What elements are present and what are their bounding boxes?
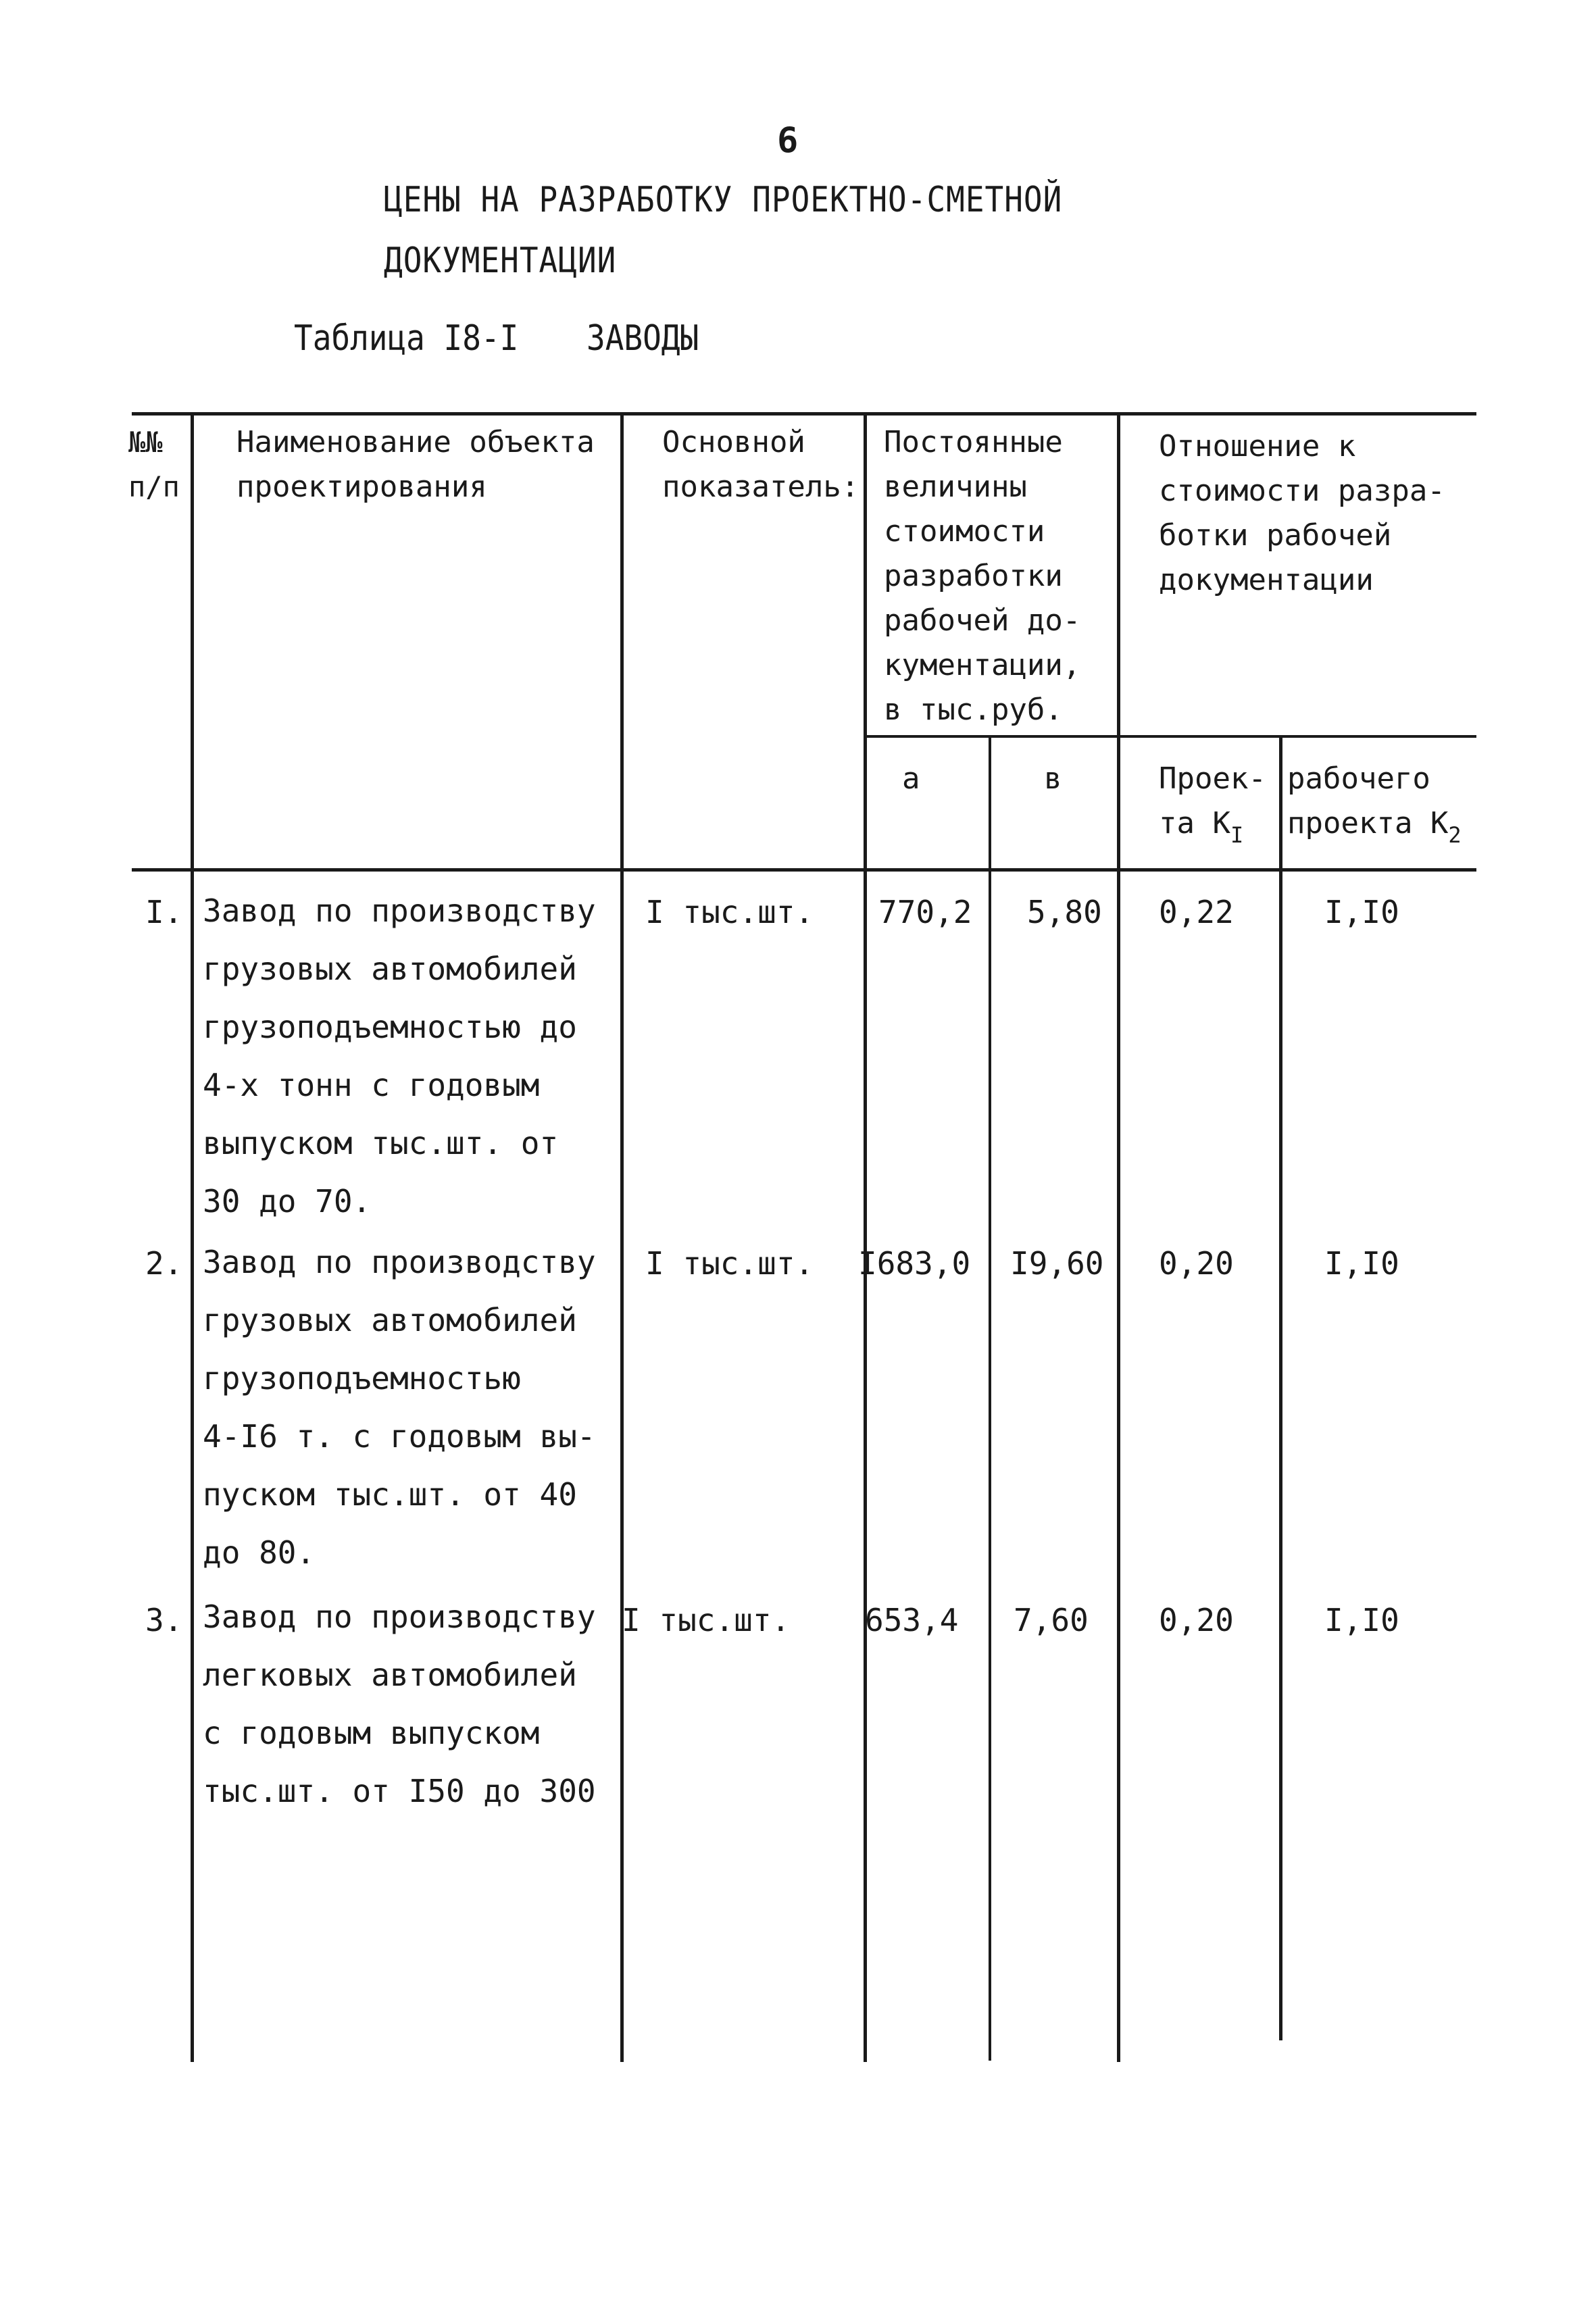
table-row-3-indicator: I тыс.шт.: [622, 1602, 791, 1638]
table-row-2-k2: I,I0: [1324, 1245, 1399, 1282]
table-row-3-b: 7,60: [1014, 1602, 1089, 1638]
table-row-3-k1: 0,20: [1159, 1602, 1234, 1638]
column-divider-6: [1279, 736, 1282, 2040]
table-top-rule: [132, 412, 1476, 416]
table-row-2-k1: 0,20: [1159, 1245, 1234, 1282]
table-row-1-indicator: I тыс.шт.: [645, 894, 814, 930]
header-k1-subscript: I: [1230, 822, 1244, 848]
document-title-line-2: ДОКУМЕНТАЦИИ: [384, 240, 617, 281]
header-cost-ratio: Отношение к стоимости разра- ботки рабочей документации: [1159, 429, 1445, 597]
table-row-3-name: Завод по производству легковых автомобилей с годовым выпуском тыс.шт. от I50 до 300: [203, 1599, 596, 1809]
table-row-2-name: Завод по производству грузовых автомобилей грузоподъемностью 4-I6 т. с годовым вы- пуском тыс.шт. от 40 до 80.: [203, 1244, 596, 1571]
table-row-2-b: I9,60: [1010, 1245, 1104, 1282]
header-row-number: №№ п/п: [128, 426, 180, 503]
column-divider-1: [191, 413, 194, 2062]
table-row-3-a: 653,4: [865, 1602, 959, 1638]
header-main-indicator: Основной показатель:: [662, 425, 859, 504]
column-divider-3: [864, 413, 867, 2062]
table-row-2-indicator: I тыс.шт.: [645, 1245, 814, 1282]
header-object-name: Наименование объекта проектирования: [236, 425, 595, 504]
constants-subheader-rule: [865, 735, 1120, 738]
page-number: 6: [777, 120, 799, 161]
table-row-3-k2: I,I0: [1324, 1602, 1399, 1638]
table-label: Таблица I8-I: [294, 318, 519, 359]
table-row-1-a: 770,2: [878, 894, 972, 930]
column-divider-5: [1117, 413, 1120, 2062]
header-k2: рабочего проекта $К_2$: [1287, 761, 1462, 848]
header-constant-values: Постоянные величины стоимости разработки рабочей до- кументации, в тыс.руб.: [884, 425, 1081, 727]
table-row-1-number: I.: [145, 894, 183, 930]
table-row-1-k2: I,I0: [1324, 894, 1399, 930]
table-name: ЗАВОДЫ: [587, 318, 699, 359]
header-column-a: а: [902, 761, 920, 796]
table-row-1-b: 5,80: [1027, 894, 1102, 930]
header-k1: Проек- та $К_I$: [1159, 761, 1266, 848]
table-row-2-number: 2.: [145, 1245, 183, 1282]
header-bottom-rule: [132, 868, 1476, 872]
column-divider-4: [989, 736, 991, 2061]
column-divider-2: [620, 413, 624, 2062]
table-row-1-k1: 0,22: [1159, 894, 1234, 930]
document-title-line-1: ЦЕНЫ НА РАЗРАБОТКУ ПРОЕКТНО-СМЕТНОЙ: [384, 179, 1063, 220]
header-column-b: в: [1044, 761, 1062, 796]
table-row-1-name: Завод по производству грузовых автомобилей грузоподъемностью до 4-х тонн с годовым выпуском тыс.шт. от 30 до 70.: [203, 892, 596, 1219]
ratio-subheader-rule: [1120, 735, 1476, 738]
table-row-3-number: 3.: [145, 1602, 183, 1638]
header-k2-subscript: 2: [1448, 822, 1462, 848]
table-row-2-a: I683,0: [858, 1245, 971, 1282]
